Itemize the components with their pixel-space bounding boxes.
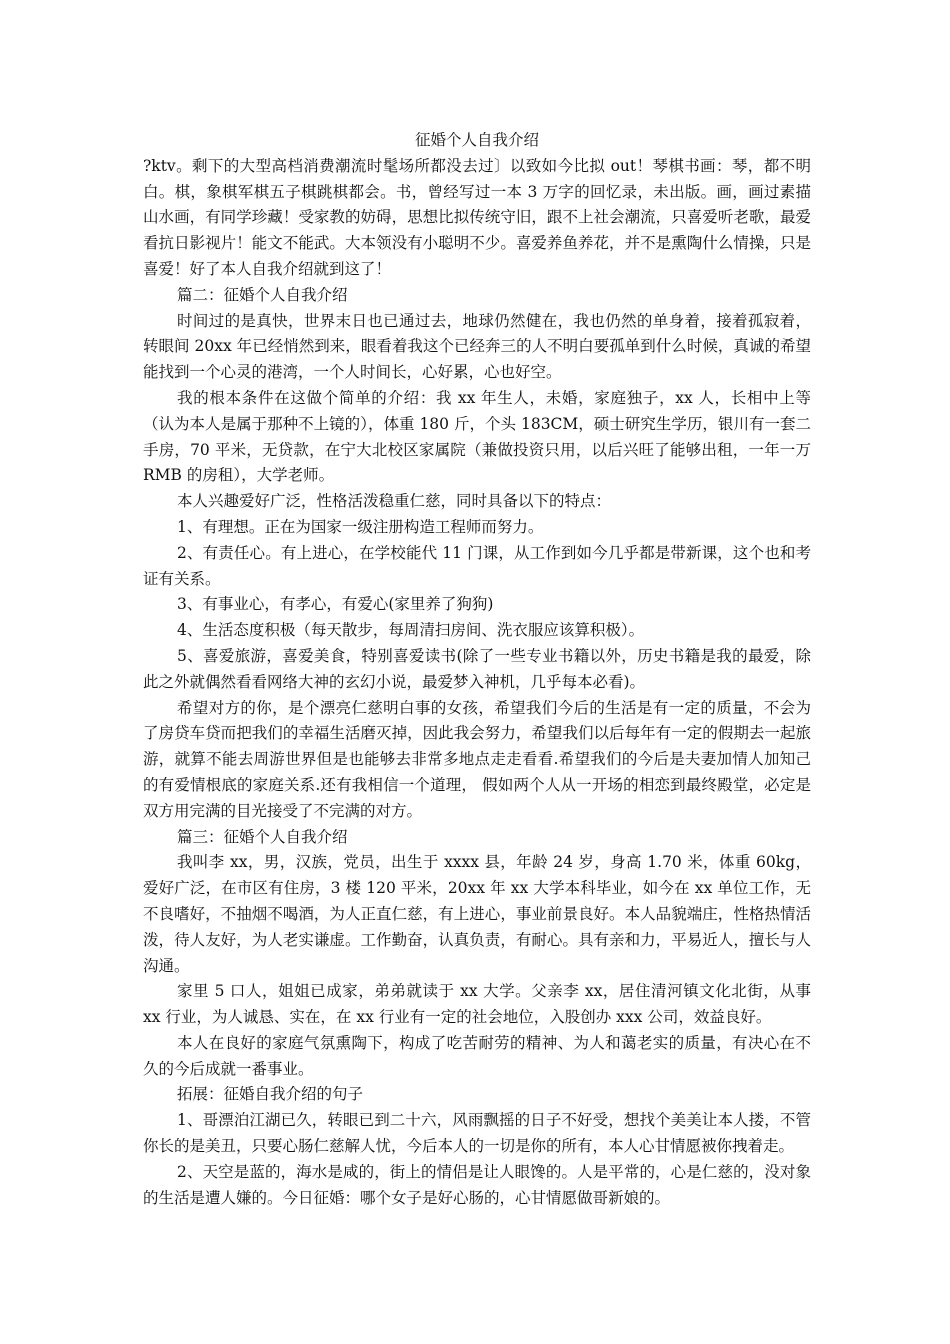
list-item: 2、有责任心。有上进心，在学校能代 11 门课，从工作到如今几乎都是带新课，这个也和考证有关系。: [143, 543, 811, 588]
section-heading-extension: 拓展：征婚自我介绍的句子: [177, 1085, 364, 1104]
paragraph: 本人在良好的家庭气氛熏陶下，构成了吃苦耐劳的精神、为人和蔼老实的质量，有决心在不久的今后成就一番事业。: [143, 1033, 811, 1078]
section-heading-part-three: 篇三：征婚个人自我介绍: [177, 827, 348, 846]
list-item: 2、天空是蓝的，海水是咸的，街上的情侣是让人眼馋的。人是平常的，心是仁慈的，没对象的生活是遭人嫌的。今日征婚：哪个女子是好心肠的，心甘情愿做哥新娘的。: [143, 1162, 811, 1207]
paragraph-intro-continued: ?ktv。剩下的大型高档消费潮流时髦场所都没去过〕以致如今比拟 out！琴棋书画：琴，都不明白。棋，象棋军棋五子棋跳棋都会。书，曾经写过一本 3 万字的回忆录，未出版。画，画过素描山水画，有同学珍藏！受家教的妨碍，思想比拟传统守旧，跟不上社会潮流，只喜爱听老歌，最爱看抗日影视片！能文不能武。大本领没有小聪明不少。喜爱养鱼养花，并不是熏陶什么情操，只是喜爱！好了本人自我介绍就到这了！: [143, 156, 811, 278]
list-item: 1、有理想。正在为国家一级注册构造工程师而努力。: [177, 517, 544, 536]
list-item: 1、哥漂泊江湖已久，转眼已到二十六，风雨飘摇的日子不好受，想找个美美让本人搂，不管你长的是美丑，只要心肠仁慈解人忧，今后本人的一切是你的所有，本人心甘情愿被你拽着走。: [143, 1111, 811, 1156]
document-body: [143, 128, 811, 1211]
list-item: 5、喜爱旅游，喜爱美食，特别喜爱读书(除了一些专业书籍以外，历史书籍是我的最爱，除此之外就偶然看看网络大神的玄幻小说，最爱梦入神机，几乎每本必看)。: [143, 646, 811, 691]
paragraph: 我的根本条件在这做个简单的介绍：我 xx 年生人，未婚，家庭独子，xx 人，长相中上等（认为本人是属于那种不上镜的），体重 180 斤，个头 183CM，硕士研究生学历，银川有一套二手房，70 平米，无贷款，在宁大北校区家属院（兼做投资只用，以后兴旺了能够出租，一年一万 RMB 的房租），大学老师。: [143, 388, 811, 485]
paragraph: 家里 5 口人，姐姐已成家，弟弟就读于 xx 大学。父亲李 xx，居住清河镇文化北街，从事 xx 行业，为人诚恳、实在，在 xx 行业有一定的社会地位，入股创办 xxx 公司，效益良好。: [143, 982, 811, 1027]
section-heading-part-two: 篇二：征婚个人自我介绍: [177, 285, 348, 304]
list-item: 4、生活态度积极（每天散步，每周清扫房间、洗衣服应该算积极）。: [177, 621, 645, 640]
paragraph: 我叫李 xx，男，汉族，党员，出生于 xxxx 县，年龄 24 岁，身高 1.70 米，体重 60kg，爱好广泛，在市区有住房，3 楼 120 平米，20xx 年 xx 大学本科毕业，如今在 xx 单位工作，无不良嗜好，不抽烟不喝酒，为人正直仁慈，有上进心，事业前景良好。本人品貌端庄，性格热情活泼，待人友好，为人老实谦虚。工作勤奋，认真负责，有耐心。具有亲和力，平易近人，擅长与人沟通。: [143, 853, 811, 975]
list-item: 3、有事业心，有孝心，有爱心(家里养了狗狗): [177, 595, 494, 614]
document-title: 征婚个人自我介绍: [414, 131, 539, 149]
paragraph: 希望对方的你，是个漂亮仁慈明白事的女孩，希望我们今后的生活是有一定的质量，不会为了房贷车贷而把我们的幸福生活磨灭掉，因此我会努力，希望我们以后每年有一定的假期去一起旅游，就算不能去周游世界但是也能够去非常多地点走走看看.希望我们的今后是夫妻加情人加知己的有爱情根底的家庭关系.还有我相信一个道理， 假如两个人从一开场的相恋到最终殿堂，必定是双方用完满的目光接受了不完满的对方。: [143, 698, 811, 820]
paragraph: 本人兴趣爱好广泛，性格活泼稳重仁慈，同时具备以下的特点：: [177, 492, 612, 511]
paragraph: 时间过的是真快，世界末日也已通过去，地球仍然健在，我也仍然的单身着，接着孤寂着，转眼间 20xx 年已经悄然到来，眼看着我这个已经奔三的人不明白要孤单到什么时候，真诚的希望能找到一个心灵的港湾，一个人时间长，心好累，心也好空。: [143, 311, 811, 382]
